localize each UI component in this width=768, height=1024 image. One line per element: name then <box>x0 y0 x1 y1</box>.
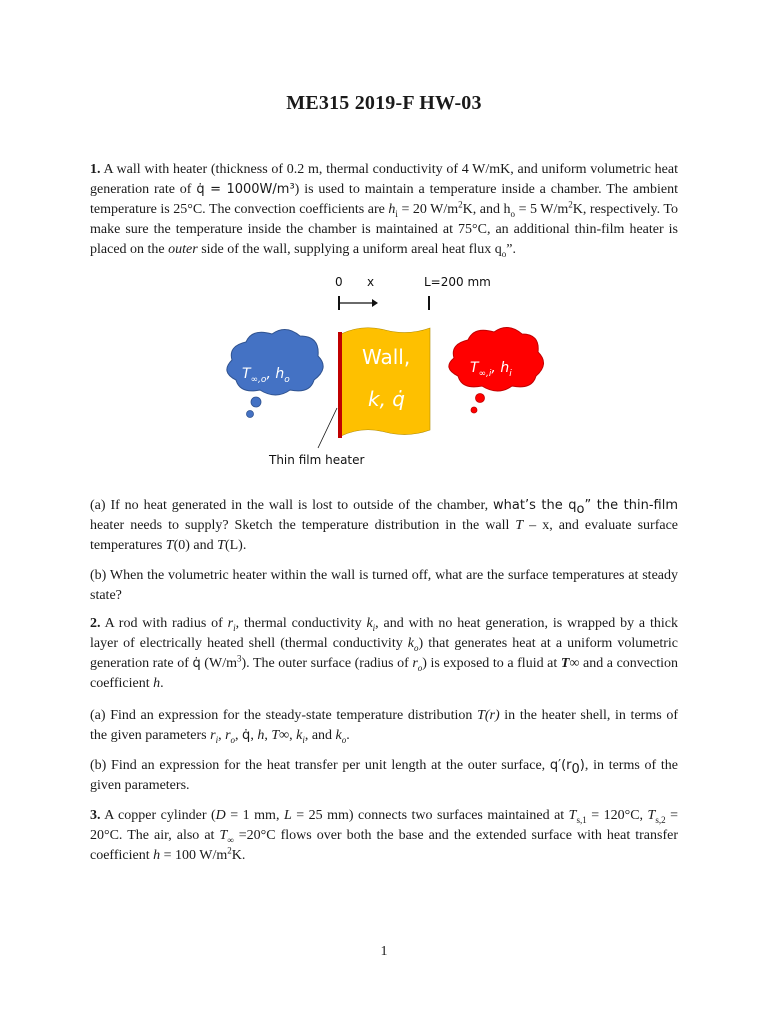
wall-shape <box>341 328 430 436</box>
text-run: = 20 W/m <box>397 202 459 217</box>
text-run: in the heater shell, in terms of the given parameters <box>90 708 678 743</box>
symbol-k: k <box>296 728 303 743</box>
text-run: (0) and <box>173 538 218 553</box>
text-run: (a) If no heat generated in the wall is lost to outside of the chamber, <box>90 498 494 513</box>
symbol-h: h <box>257 728 265 743</box>
problem-number: 2. <box>90 616 101 631</box>
symbol-h: h <box>388 202 396 217</box>
subscript: i <box>302 734 305 745</box>
chamber-temp-sub: ∞,i <box>478 369 492 379</box>
symbol-T: T <box>165 538 174 553</box>
text-run: , and with no heat generation, is wrapped by a thick layer of electrically heated shell (thermal conductivity <box>90 616 678 651</box>
text-run: (a) Find an expression for the steady-state temperature distribution <box>90 708 478 723</box>
text-run: , <box>250 728 258 743</box>
axis-x-label: x <box>367 275 375 289</box>
page-number: 1 <box>380 944 388 959</box>
superscript: 2 <box>227 845 232 856</box>
text-run: (L). <box>224 538 247 553</box>
problem-2a-text <box>90 706 678 746</box>
symbol-r: r <box>412 656 418 671</box>
text-run: ) that generates heat at a uniform volumetric generation rate of <box>90 636 678 671</box>
symbol-k: k <box>335 728 342 743</box>
problem-1b-text: (b) When the volumetric heater within the wall is turned off, what are the surface temperatures at steady state? <box>90 568 678 603</box>
equation-qprime: q′(r <box>549 758 572 773</box>
heater-pointer <box>318 408 337 448</box>
symbol-h: h <box>153 848 161 863</box>
heater-label: Thin film heater <box>269 453 365 467</box>
text-run: side of the wall, supplying a uniform areal heat flux q <box>197 242 502 257</box>
subscript: o <box>414 642 419 653</box>
text-run: = 20°C. The air, also at <box>90 808 678 843</box>
symbol-T: T <box>219 828 228 843</box>
symbol-Tinf: T∞ <box>271 728 290 743</box>
text-run: , <box>289 728 297 743</box>
problem-2-text <box>90 614 678 694</box>
superscript: 3 <box>236 653 242 664</box>
text-run: , <box>218 728 226 743</box>
text-run: K, respectively. To make sure the temperature inside the chamber is maintained at 75°C, an additional thin-film heater is placed on the <box>90 202 678 257</box>
ambient-temp-sub: ∞,o <box>250 375 267 385</box>
symbol-r: r <box>227 616 234 631</box>
chamber-temp-symbol: T <box>470 360 479 376</box>
problem-number: 1. <box>90 162 101 177</box>
text-run: (b) Find an expression for the heat transfer per unit length at the outer surface, <box>90 758 550 773</box>
text-run: = 120°C, <box>586 808 648 823</box>
text-run: ). The outer surface (radius of <box>241 656 413 671</box>
text-run-sans: what’s the q <box>493 498 577 513</box>
symbol-L: L <box>283 808 292 823</box>
problem-number: 3. <box>90 808 101 823</box>
text-run: (W/m <box>200 656 237 671</box>
thin-film-heater <box>338 332 342 438</box>
symbol-T: T <box>568 808 577 823</box>
problem-1a-text <box>90 496 678 556</box>
length-label: L=200 mm <box>424 275 491 289</box>
text-run: – x, and evaluate surface temperatures <box>90 518 678 553</box>
chamber-h-sub: i <box>509 369 512 379</box>
text-run: . <box>160 676 164 691</box>
text-run: , in terms of the given parameters. <box>90 758 679 793</box>
chamber-h-symbol: , h <box>491 360 510 376</box>
wall-props-label: k, q̇ <box>368 387 405 411</box>
symbol-r: r <box>210 728 216 743</box>
text-run: K, and h <box>462 202 511 217</box>
text-run: , <box>235 728 243 743</box>
text-run: = 100 W/m <box>160 848 228 863</box>
problem-1-text <box>90 160 678 260</box>
text-run: heater needs to supply? Sketch the temperature distribution in the wall <box>90 518 516 533</box>
subscript: i <box>233 622 236 633</box>
subscript: o <box>576 501 585 517</box>
ambient-h-symbol: , h <box>266 366 285 382</box>
axis-origin-label: 0 <box>335 275 343 289</box>
symbol-r: r <box>225 728 231 743</box>
subscript: s,1 <box>576 814 587 825</box>
x-arrow-head <box>372 299 378 307</box>
subscript: o <box>341 734 347 745</box>
symbol-qdot: q̇ <box>192 656 201 671</box>
equation-qprime-end: ) <box>579 758 585 773</box>
subscript: o <box>230 734 236 745</box>
text-run: A wall with heater (thickness of 0.2 m, thermal conductivity of 4 W/mK, and uniform volumetric heat generation rate of <box>90 162 678 197</box>
text-run: =20°C flows over both the base and the extended surface with heat transfer coefficient <box>90 828 678 863</box>
problem-2b-text <box>90 756 678 796</box>
symbol-T: T <box>217 538 225 553</box>
symbol-qdot: q̇ <box>242 728 251 743</box>
subscript: o <box>417 662 423 673</box>
subscript: i <box>395 208 398 219</box>
text-run: = 25 mm) connects two surfaces maintained at <box>291 808 569 823</box>
superscript: 2 <box>568 199 573 210</box>
page-title: ME315 2019-F HW-03 <box>286 92 482 114</box>
symbol-T: T <box>515 518 524 533</box>
text-run: ”. <box>506 242 516 257</box>
subscript: i <box>215 734 219 745</box>
text-run: , <box>264 728 272 743</box>
superscript: 2 <box>458 199 463 210</box>
text-run: A copper cylinder ( <box>100 808 216 823</box>
text-run: , thermal conductivity <box>235 616 367 631</box>
symbol-D: D <box>215 808 226 823</box>
emphasis-outer: outer <box>168 242 198 257</box>
text-run: = 5 W/m <box>515 202 569 217</box>
text-run: . <box>346 728 350 743</box>
ambient-cloud-outer <box>227 329 323 417</box>
text-run: and a convection coefficient <box>90 656 678 691</box>
text-run: A rod with radius of <box>100 616 228 631</box>
subscript: o <box>501 248 507 259</box>
symbol-Tr: T(r) <box>477 708 500 723</box>
chamber-cloud-inner <box>449 327 544 413</box>
subscript: ∞ <box>227 834 234 845</box>
wall-diagram <box>0 268 768 488</box>
ambient-temp-symbol: T <box>242 366 251 382</box>
symbol-k: k <box>407 636 415 651</box>
subscript: s,2 <box>655 814 666 825</box>
subscript: o <box>510 208 516 219</box>
text-run: , and <box>304 728 336 743</box>
symbol-k: k <box>366 616 373 631</box>
problem-3-text <box>90 806 678 866</box>
subscript: 0 <box>571 761 580 777</box>
ambient-h-sub: o <box>284 375 290 385</box>
equation-qdot: q̇ = 1000W/m³ <box>196 182 295 197</box>
wall-label: Wall, <box>362 345 411 369</box>
subscript: i <box>372 622 376 633</box>
symbol-h: h <box>153 676 161 691</box>
symbol-Tinf: T∞ <box>560 656 580 671</box>
text-run: K. <box>231 848 246 863</box>
symbol-T: T <box>647 808 656 823</box>
text-run: ) is exposed to a fluid at <box>422 656 561 671</box>
text-run-sans: ” the thin-film <box>584 498 678 513</box>
text-run: ) is used to maintain a temperature inside a chamber. The ambient temperature is 25°C. The convection coefficients are <box>90 182 678 217</box>
text-run: = 1 mm, <box>225 808 284 823</box>
